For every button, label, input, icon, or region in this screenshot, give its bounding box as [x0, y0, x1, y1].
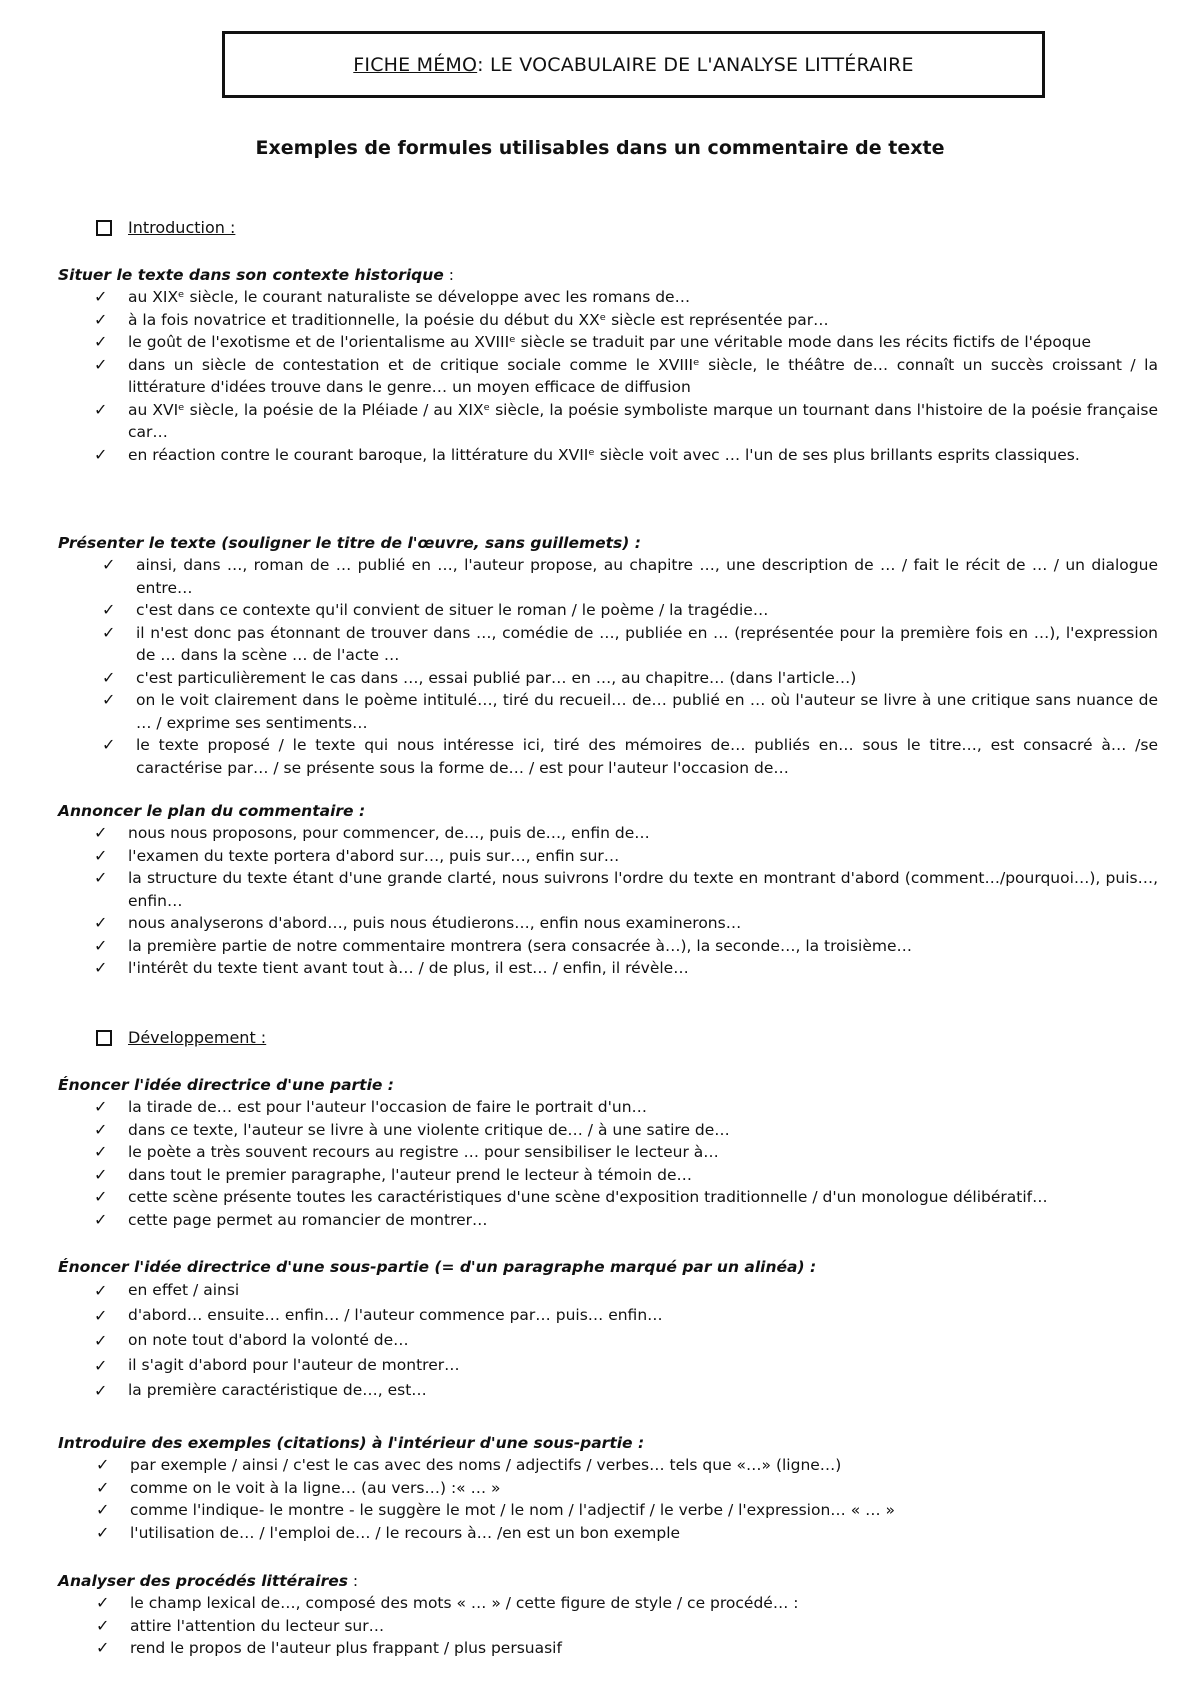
list-item: [58, 309, 1158, 332]
list-item: [58, 286, 1158, 309]
checkmark-icon: ✓: [94, 444, 108, 464]
checkmark-icon: ✓: [96, 1455, 110, 1474]
list-item: [58, 354, 1158, 399]
subtitle: Exemples de formules utilisables dans un commentaire de texte: [255, 137, 945, 159]
block-exemples: [58, 1432, 1158, 1544]
list-item-text: la première partie de notre commentaire montrera (sera consacrée à…), la seconde…, la troisième…: [128, 936, 912, 955]
list-item: [58, 1477, 1158, 1500]
list-item: [58, 331, 1158, 354]
checkmark-icon: ✓: [94, 845, 108, 865]
section-introduction: [96, 218, 235, 237]
block-heading: Présenter le texte (souligner le titre de l'œuvre, sans guillemets) :: [58, 534, 641, 552]
checkmark-icon: ✓: [102, 667, 116, 687]
list-item-text: il s'agit d'abord pour l'auteur de montrer…: [128, 1356, 460, 1374]
checkmark-icon: ✓: [96, 1477, 110, 1497]
list-item-text: ainsi, dans …, roman de … publié en …, l'auteur propose, au chapitre …, une description de … / fait le récit de … / un dialogue entre…: [136, 556, 1158, 597]
list-item-text: l'utilisation de… / l'emploi de… / le recours à… /en est un bon exemple: [130, 1523, 681, 1542]
list-item: [58, 1278, 1158, 1303]
checkmark-icon: ✓: [94, 399, 108, 419]
checkmark-icon: ✓: [94, 1331, 108, 1350]
list-item: [58, 957, 1158, 980]
checkmark-icon: ✓: [94, 1281, 108, 1300]
list-item-text: la structure du texte étant d'une grande clarté, nous suivrons l'ordre du texte en montrant d'abord (comment…/pourquoi…), puis…, enfin…: [128, 869, 1158, 910]
list-item-text: nous nous proposons, pour commencer, de…, puis de…, enfin de…: [128, 824, 650, 842]
block-heading: Situer le texte dans son contexte historique :: [58, 266, 454, 284]
list-item-text: par exemple / ainsi / c'est le cas avec des noms / adjectifs / verbes… tels que «…» (ligne…): [130, 1456, 842, 1474]
list-item-text: le goût de l'exotisme et de l'orientalisme au XVIIIᵉ siècle se traduit par une véritable mode dans les récits fictifs de l'époque: [128, 333, 1091, 351]
list-item: [58, 1378, 1158, 1403]
checkmark-icon: ✓: [94, 309, 108, 329]
list-item-text: en effet / ainsi: [128, 1281, 240, 1299]
list-item-text: on le voit clairement dans le poème intitulé…, tiré du recueil… de… publié en … où l'auteur se livre à une critique sans nuance de … / exprime ses sentiments…: [136, 691, 1158, 732]
list-item-text: on note tout d'abord la volonté de…: [128, 1331, 409, 1349]
list-item-text: dans ce texte, l'auteur se livre à une violente critique de… / à une satire de…: [128, 1120, 730, 1139]
list-item: [58, 1141, 1158, 1164]
list-item-text: au XVIᵉ siècle, la poésie de la Pléiade / au XIXᵉ siècle, la poésie symboliste marque un tournant dans l'histoire de la poésie française car…: [128, 400, 1158, 441]
list-item: [58, 1119, 1158, 1142]
list-item-text: l'examen du texte portera d'abord sur…, puis sur…, enfin sur…: [128, 846, 620, 865]
list-item: [58, 1186, 1158, 1209]
list-item: [58, 822, 1158, 845]
list-item: [58, 444, 1158, 467]
section-developpement: [96, 1028, 266, 1047]
block-heading: Énoncer l'idée directrice d'une sous-partie (= d'un paragraphe marqué par un alinéa) :: [58, 1258, 817, 1276]
list-item: [58, 1328, 1158, 1353]
list-item: [58, 399, 1158, 444]
list-item-text: le texte proposé / le texte qui nous intéresse ici, tiré des mémoires de… publiés en… sous le titre…, est consacré à… /se caractérise par… / se présente sous la forme de… / est pour l'auteur l'occasion de…: [136, 736, 1158, 777]
list-item-text: rend le propos de l'auteur plus frappant / plus persuasif: [130, 1639, 562, 1657]
list-item-text: nous analyserons d'abord…, puis nous étudierons…, enfin nous examinerons…: [128, 914, 742, 932]
bullet-list: [58, 1592, 1158, 1660]
list-item: [58, 1637, 1158, 1660]
bullet-list: [58, 1278, 1158, 1403]
title-rest: : LE VOCABULAIRE DE L'ANALYSE LITTÉRAIRE: [477, 53, 914, 76]
checkmark-icon: ✓: [94, 1356, 108, 1375]
list-item: [58, 1499, 1158, 1522]
list-item: [58, 1303, 1158, 1328]
checkmark-icon: ✓: [94, 1381, 108, 1400]
list-item-text: il n'est donc pas étonnant de trouver dans …, comédie de …, publiée en … (représentée pour la première fois en …), l'expression de … dans la scène … de l'acte …: [136, 623, 1158, 664]
checkmark-icon: ✓: [94, 1097, 108, 1116]
list-item-text: dans un siècle de contestation et de critique sociale comme le XVIIIᵉ siècle, le théâtre de… connaît un succès croissant / la littérature d'idées trouve dans le genre… un moyen efficace de diffusion: [128, 355, 1158, 396]
list-item-text: attire l'attention du lecteur sur…: [130, 1616, 385, 1635]
list-item-text: l'intérêt du texte tient avant tout à… / de plus, il est… / enfin, il révèle…: [128, 959, 689, 977]
checkmark-icon: ✓: [94, 958, 108, 977]
list-item: [58, 667, 1158, 690]
block-heading: Énoncer l'idée directrice d'une partie :: [58, 1076, 394, 1094]
block-heading: Annoncer le plan du commentaire :: [58, 802, 366, 820]
title-box: [222, 31, 1045, 98]
checkmark-icon: ✓: [102, 600, 116, 619]
list-item: [58, 912, 1158, 935]
checkmark-icon: ✓: [94, 1209, 108, 1229]
bullet-list: [58, 1454, 1158, 1544]
list-item: [58, 935, 1158, 958]
checkmark-icon: ✓: [94, 868, 108, 887]
list-item-text: cette scène présente toutes les caractéristiques d'une scène d'exposition traditionnelle / d'un monologue délibératif…: [128, 1188, 1048, 1206]
list-item: [58, 554, 1158, 599]
list-item-text: dans tout le premier paragraphe, l'auteur prend le lecteur à témoin de…: [128, 1165, 692, 1184]
list-item: [58, 845, 1158, 868]
checkmark-icon: ✓: [94, 287, 108, 306]
list-item: [58, 1454, 1158, 1477]
checkmark-icon: ✓: [102, 690, 116, 709]
checkmark-icon: ✓: [94, 1187, 108, 1206]
bullet-list: [58, 286, 1158, 466]
list-item-text: comme on le voit à la ligne… (au vers…) :« … »: [130, 1478, 501, 1497]
checkmark-icon: ✓: [96, 1638, 110, 1657]
checkmark-icon: ✓: [102, 555, 116, 574]
list-item: [58, 689, 1158, 734]
checkmark-icon: ✓: [94, 332, 108, 351]
list-item: [58, 622, 1158, 667]
checkmark-icon: ✓: [96, 1615, 110, 1635]
list-item-text: à la fois novatrice et traditionnelle, la poésie du début du XXᵉ siècle est représentée par…: [128, 310, 829, 329]
checkmark-icon: ✓: [94, 1142, 108, 1161]
bullet-list: [58, 822, 1158, 980]
checkmark-icon: ✓: [94, 1119, 108, 1139]
block-enoncer: [58, 1074, 1158, 1231]
bullet-list: [58, 554, 1158, 779]
block-procedes: [58, 1570, 1158, 1660]
list-item-text: la première caractéristique de…, est…: [128, 1381, 427, 1399]
checkmark-icon: ✓: [94, 935, 108, 955]
block-heading: Introduire des exemples (citations) à l'intérieur d'une sous-partie :: [58, 1434, 645, 1452]
checkbox-square-icon: [96, 220, 112, 236]
checkmark-icon: ✓: [94, 823, 108, 842]
list-item-text: d'abord… ensuite… enfin… / l'auteur commence par… puis… enfin…: [128, 1306, 663, 1324]
list-item-text: en réaction contre le courant baroque, la littérature du XVIIᵉ siècle voit avec … l'un de ses plus brillants esprits classiques.: [128, 445, 1080, 464]
block-sous-partie: [58, 1256, 1158, 1403]
list-item-text: cette page permet au romancier de montrer…: [128, 1210, 488, 1229]
list-item-text: comme l'indique- le montre - le suggère le mot / le nom / l'adjectif / le verbe / l'expression… « … »: [130, 1501, 896, 1519]
checkmark-icon: ✓: [96, 1593, 110, 1612]
list-item-text: la tirade de… est pour l'auteur l'occasion de faire le portrait d'un…: [128, 1098, 648, 1116]
block-presenter: [58, 532, 1158, 779]
checkmark-icon: ✓: [94, 1306, 108, 1325]
list-item: [58, 1353, 1158, 1378]
list-item: [58, 1209, 1158, 1232]
section-label: Introduction :: [128, 218, 236, 237]
list-item: [58, 734, 1158, 779]
checkmark-icon: ✓: [102, 735, 116, 754]
list-item: [58, 1164, 1158, 1187]
list-item: [58, 1615, 1158, 1638]
checkmark-icon: ✓: [96, 1500, 110, 1519]
checkmark-icon: ✓: [94, 1164, 108, 1184]
list-item-text: c'est dans ce contexte qu'il convient de situer le roman / le poème / la tragédie…: [136, 601, 769, 619]
checkbox-square-icon: [96, 1030, 112, 1046]
list-item: [58, 1592, 1158, 1615]
checkmark-icon: ✓: [94, 354, 108, 374]
list-item-text: c'est particulièrement le cas dans …, essai publié par… en …, au chapitre… (dans l'article…): [136, 668, 857, 687]
list-item: [58, 1096, 1158, 1119]
checkmark-icon: ✓: [96, 1522, 110, 1542]
list-item: [58, 599, 1158, 622]
list-item-text: le poète a très souvent recours au registre … pour sensibiliser le lecteur à…: [128, 1143, 719, 1161]
title-prefix: FICHE MÉMO: [353, 53, 478, 76]
list-item: [58, 1522, 1158, 1545]
list-item-text: le champ lexical de…, composé des mots « … » / cette figure de style / ce procédé… :: [130, 1594, 799, 1612]
checkmark-icon: ✓: [102, 622, 116, 642]
list-item-text: au XIXᵉ siècle, le courant naturaliste se développe avec les romans de…: [128, 288, 691, 306]
block-situer: [58, 264, 1158, 466]
block-heading: Analyser des procédés littéraires :: [58, 1572, 359, 1590]
block-annoncer: [58, 800, 1158, 980]
section-label: Développement :: [128, 1028, 267, 1047]
bullet-list: [58, 1096, 1158, 1231]
checkmark-icon: ✓: [94, 913, 108, 932]
list-item: [58, 867, 1158, 912]
